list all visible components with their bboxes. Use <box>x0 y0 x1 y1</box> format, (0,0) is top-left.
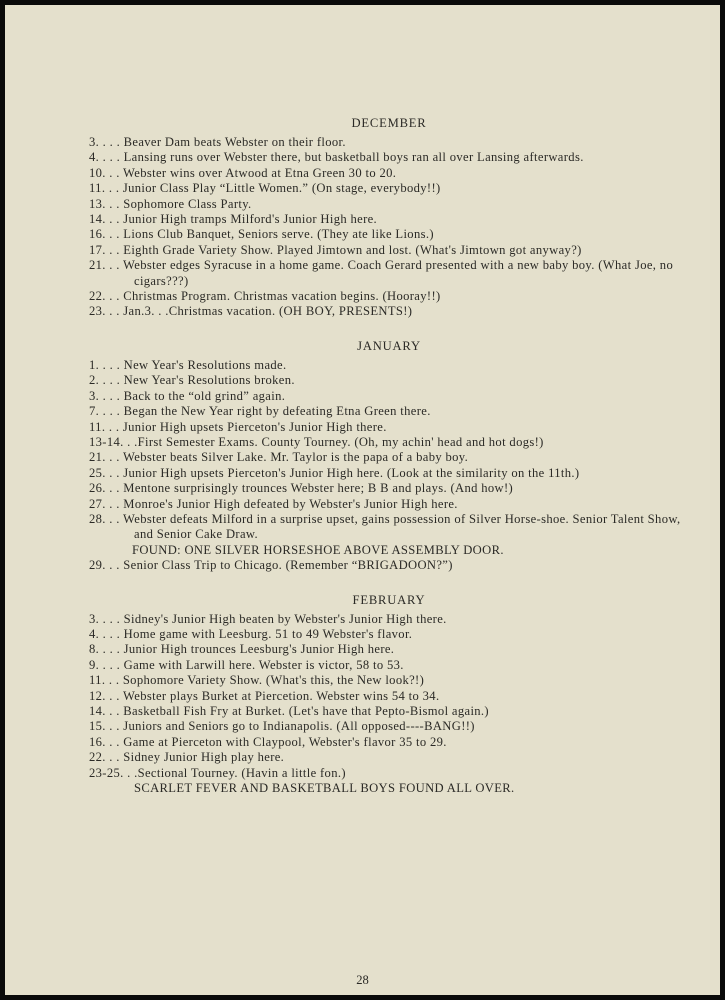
list-item: 8. . . . Junior High trounces Leesburg's Junior High here. <box>89 642 395 657</box>
list-item: 22. . . Sidney Junior High play here. <box>89 750 285 765</box>
section-note: FOUND: ONE SILVER HORSESHOE ABOVE ASSEMBLY DOOR. <box>132 542 504 557</box>
list-item: 29. . . Senior Class Trip to Chicago. (Remember “BRIGADOON?”) <box>89 558 453 573</box>
calendar-content <box>89 115 689 796</box>
section-february <box>89 592 689 797</box>
section-title: FEBRUARY <box>352 592 426 607</box>
section-title: JANUARY <box>357 338 421 353</box>
list-item: 16. . . Game at Pierceton with Claypool, Webster's flavor 35 to 29. <box>89 734 447 749</box>
list-item: 10. . . Webster wins over Atwood at Etna Green 30 to 20. <box>89 165 397 180</box>
list-item: 11. . . Junior Class Play “Little Women.” (On stage, everybody!!) <box>89 181 441 196</box>
list-item: 14. . . Junior High tramps Milford's Junior High here. <box>89 212 378 227</box>
list-item: 11. . . Sophomore Variety Show. (What's this, the New look?!) <box>89 673 425 688</box>
list-item: 2. . . . New Year's Resolutions broken. <box>89 373 295 388</box>
list-item: 12. . . Webster plays Burket at Piercetion. Webster wins 54 to 34. <box>89 688 440 703</box>
list-item: 7. . . . Began the New Year right by defeating Etna Green there. <box>89 404 431 419</box>
list-item: 3. . . . Sidney's Junior High beaten by Webster's Junior High there. <box>89 611 447 626</box>
section-december <box>89 115 689 320</box>
list-item: 4. . . . Lansing runs over Webster there, but basketball boys ran all over Lansing afterwards. <box>89 150 584 165</box>
list-item: 26. . . Mentone surprisingly trounces Webster here; B B and plays. (And how!) <box>89 481 514 496</box>
list-item: 3. . . . Back to the “old grind” again. <box>89 388 286 403</box>
section-note: SCARLET FEVER AND BASKETBALL BOYS FOUND ALL OVER. <box>134 781 515 796</box>
list-item: 17. . . Eighth Grade Variety Show. Played Jimtown and lost. (What's Jimtown got anyway?) <box>89 242 582 257</box>
list-item: 13. . . Sophomore Class Party. <box>89 196 252 211</box>
page-number: 28 <box>356 973 369 987</box>
list-item: 23-25. . .Sectional Tourney. (Havin a little fon.) <box>89 765 346 780</box>
section-gap <box>89 320 689 338</box>
list-item: 28. . . Webster defeats Milford in a surprise upset, gains possession of Silver Horse-shoe. Senior Talent Show, and Senior Cake Draw. <box>89 511 681 542</box>
list-item: 13-14. . .First Semester Exams. County Tourney. (Oh, my achin' head and hot dogs!) <box>89 434 544 449</box>
section-january <box>89 338 689 574</box>
list-item: 23. . . Jan.3. . .Christmas vacation. (OH BOY, PRESENTS!) <box>89 304 413 319</box>
list-item: 22. . . Christmas Program. Christmas vacation begins. (Hooray!!) <box>89 289 441 304</box>
list-item: 14. . . Basketball Fish Fry at Burket. (Let's have that Pepto-Bismol again.) <box>89 704 489 718</box>
section-gap <box>89 574 689 592</box>
list-item: 21. . . Webster beats Silver Lake. Mr. Taylor is the papa of a baby boy. <box>89 450 469 465</box>
list-item: 27. . . Monroe's Junior High defeated by Webster's Junior High here. <box>89 496 458 511</box>
list-item: 4. . . . Home game with Leesburg. 51 to 49 Webster's flavor. <box>89 626 413 641</box>
list-item: 15. . . Juniors and Seniors go to Indianapolis. (All opposed----BANG!!) <box>89 719 475 734</box>
yearbook-page <box>5 5 720 995</box>
list-item: 9. . . . Game with Larwill here. Webster is victor, 58 to 53. <box>89 657 404 672</box>
list-item: 25. . . Junior High upsets Pierceton's Junior High here. (Look at the similarity on the 11th.) <box>89 465 580 480</box>
list-item: 1. . . . New Year's Resolutions made. <box>89 357 287 372</box>
list-item: 11. . . Junior High upsets Pierceton's Junior High there. <box>89 419 387 434</box>
list-item: 3. . . . Beaver Dam beats Webster on their floor. <box>89 135 346 149</box>
section-title: DECEMBER <box>351 116 427 130</box>
list-item: 21. . . Webster edges Syracuse in a home game. Coach Gerard presented with a new baby boy. (What Joe, no cigars???) <box>89 258 674 288</box>
list-item: 16. . . Lions Club Banquet, Seniors serve. (They ate like Lions.) <box>89 227 434 242</box>
